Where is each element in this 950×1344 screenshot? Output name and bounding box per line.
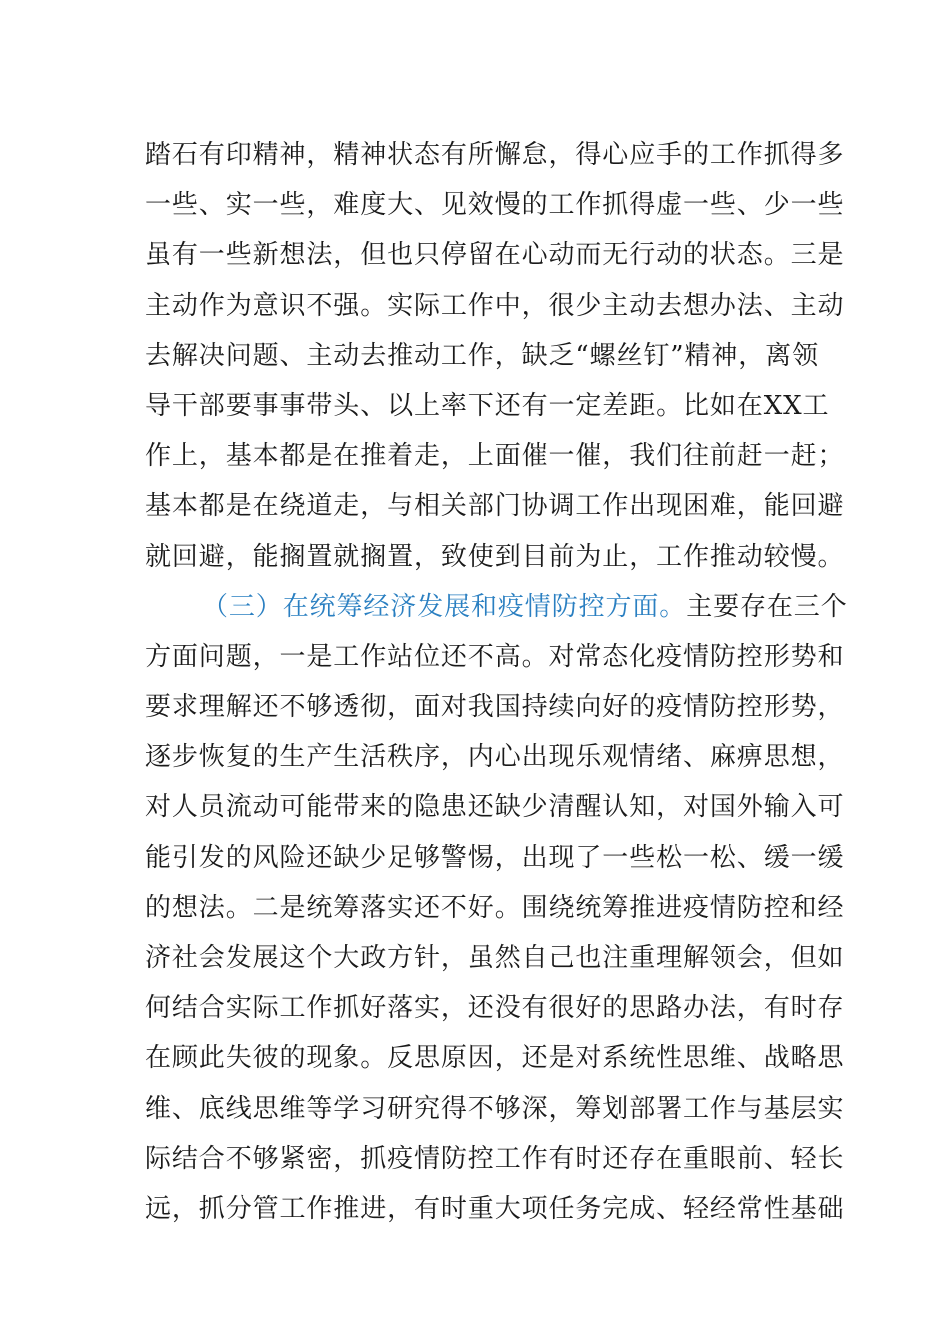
body-line: 主动作为意识不强。实际工作中，很少主动去想办法、主动 bbox=[145, 290, 845, 321]
body-line: 方面问题，一是工作站位还不高。对常态化疫情防控形势和 bbox=[145, 641, 845, 672]
body-line: 的想法。二是统筹落实还不好。围绕统筹推进疫情防控和经 bbox=[145, 892, 845, 923]
body-line: 一些、实一些，难度大、见效慢的工作抓得虚一些、少一些 bbox=[145, 190, 845, 221]
body-line: 际结合不够紧密，抓疫情防控工作有时还存在重眼前、轻长 bbox=[145, 1143, 845, 1174]
body-line: 去解决问题、主动去推动工作，缺乏“螺丝钉”精神，离领 bbox=[145, 340, 819, 371]
body-line: 济社会发展这个大政方针，虽然自己也注重理解领会，但如 bbox=[145, 943, 845, 973]
body-line: 逐步恢复的生产生活秩序，内心出现乐观情绪、麻痹思想， bbox=[145, 742, 845, 773]
body-line: 虽有一些新想法，但也只停留在心动而无行动的状态。三是 bbox=[145, 240, 845, 271]
section-heading-line bbox=[145, 582, 848, 632]
body-line: 要求理解还不够透彻，面对我国持续向好的疫情防控形势， bbox=[145, 692, 845, 723]
body-line: 作上，基本都是在推着走，上面催一催，我们往前赶一赶； bbox=[145, 441, 845, 472]
body-line: 基本都是在绕道走，与相关部门协调工作出现困难，能回避 bbox=[145, 491, 845, 522]
section-heading: （三）在统筹经济发展和疫情防控方面。 bbox=[202, 591, 687, 622]
body-line: 在顾此失彼的现象。反思原因，还是对系统性思维、战略思 bbox=[145, 1043, 845, 1074]
body-line: 导干部要事事带头、以上率下还有一定差距。比如在XX工 bbox=[145, 390, 830, 421]
body-line: 远，抓分管工作推进，有时重大项任务完成、轻经常性基础 bbox=[145, 1193, 845, 1224]
body-line: 能引发的风险还缺少足够警惕，出现了一些松一松、缓一缓 bbox=[145, 842, 845, 873]
body-line: 维、底线思维等学习研究得不够深，筹划部署工作与基层实 bbox=[145, 1093, 845, 1124]
section-heading-tail: 主要存在三个 bbox=[686, 591, 848, 622]
body-line: 何结合实际工作抓好落实，还没有很好的思路办法，有时存 bbox=[145, 993, 845, 1024]
document-body bbox=[145, 130, 848, 1234]
body-line: 就回避，能搁置就搁置，致使到目前为止，工作推动较慢。 bbox=[145, 541, 845, 572]
body-line: 对人员流动可能带来的隐患还缺少清醒认知，对国外输入可 bbox=[145, 792, 845, 823]
body-line: 踏石有印精神，精神状态有所懈怠，得心应手的工作抓得多 bbox=[145, 140, 845, 170]
